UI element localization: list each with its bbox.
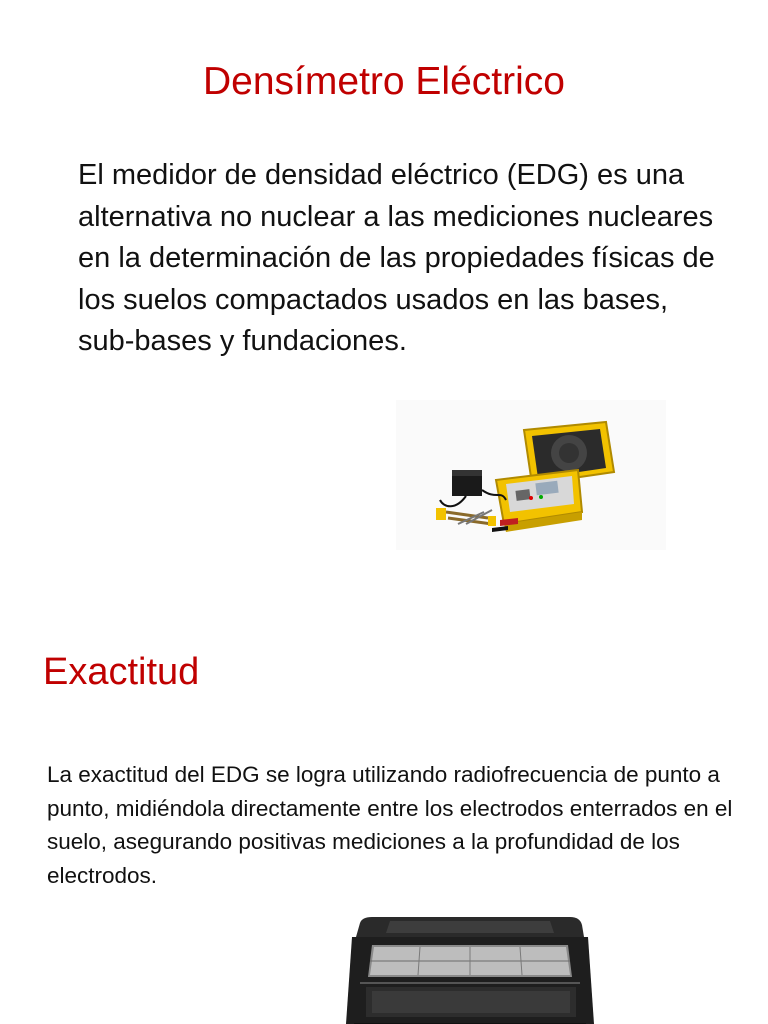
density-gauge-device-icon [300,905,620,1024]
section-paragraph: La exactitud del EDG se logra utilizando radiofrecuencia de punto a punto, midiéndola directamente entre los electrodos enterrados en el suelo, asegurando positivas mediciones a la profundidad de los electrodos. [47,762,733,888]
slide-title: Densímetro Eléctrico [203,60,565,103]
electrical-density-gauge-kit-icon [396,400,666,550]
intro-paragraph: El medidor de densidad eléctrico (EDG) es una alternativa no nuclear a las mediciones nucleares en la determinación de las propiedades físicas de los suelos compactados usados en las bases, sub-bases y fundaciones. [78,159,715,357]
section-title: Exactitud [43,651,200,693]
